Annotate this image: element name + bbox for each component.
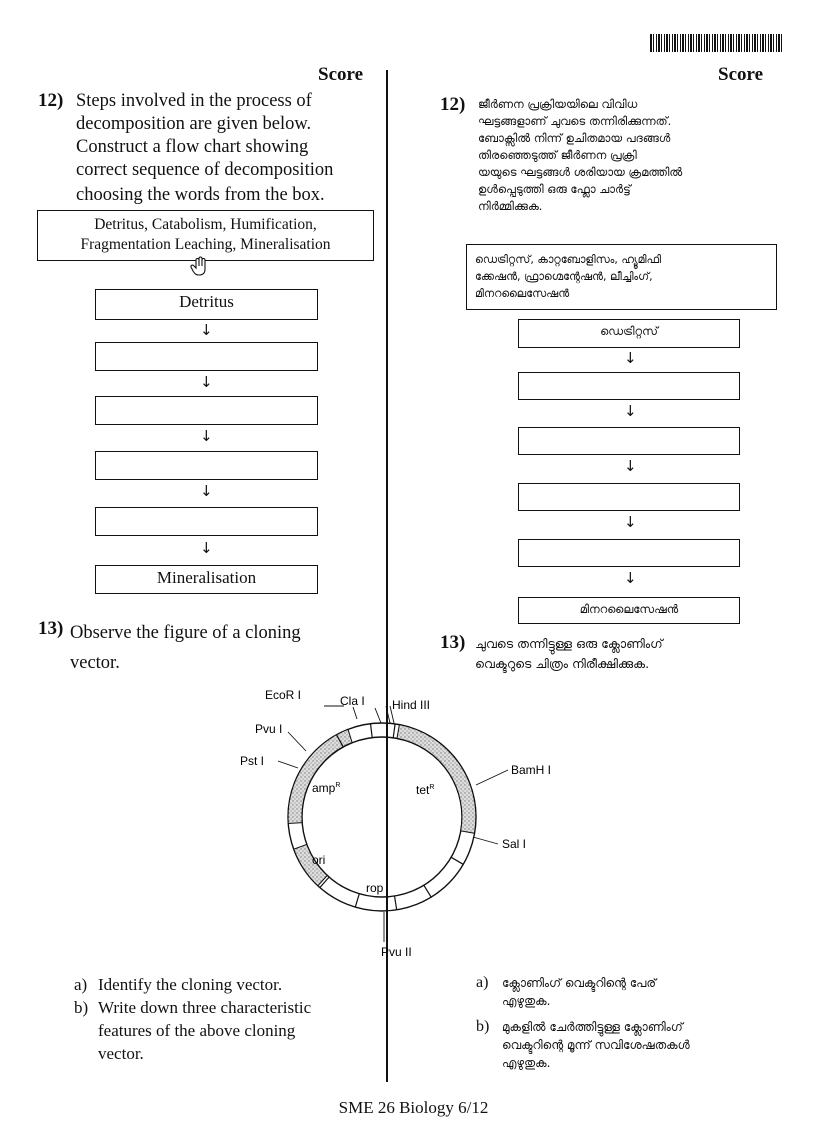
flow-box-6: Mineralisation — [95, 565, 318, 594]
word-box-ml-line: മിനറലൈസേഷൻ — [475, 287, 570, 300]
flow-box-ml-4 — [518, 483, 740, 511]
sub-text-line: വെക്ടറിന്റെ മൂന്ന് സവിശേഷതകൾ — [502, 1038, 690, 1052]
sub-text — [502, 974, 656, 1010]
cloning-vector-diagram — [240, 680, 570, 970]
q12-ml-line: യയുടെ ഘട്ടങ്ങൾ ശരിയായ ക്രമത്തിൽ — [478, 165, 683, 179]
q13-ml-line: ചുവടെ തന്നിട്ടുള്ള ഒരു ക്ലോണിംഗ് — [475, 636, 663, 651]
q13-ml-line: വെക്ടറുടെ ചിത്രം നിരീക്ഷിക്കുക. — [475, 656, 650, 671]
q12-en-line: decomposition are given below. — [76, 114, 312, 134]
label-ori: ori — [312, 853, 326, 867]
tet-gene-segment — [397, 725, 476, 834]
q13-number: 13) — [38, 618, 64, 639]
label-ecori: EcoR I — [265, 688, 302, 702]
word-box-line: Fragmentation Leaching, Mineralisation — [80, 236, 331, 253]
q13-sub-ml — [476, 974, 796, 1072]
flow-box-4 — [95, 451, 318, 480]
score-label-right: Score — [718, 64, 764, 85]
tet-superscript: R — [429, 784, 435, 791]
arrow-down-icon: ↓ — [200, 321, 213, 339]
q12-ml-line: ഉൾപ്പെടുത്തി ഒരു ഫ്ലോ ചാർട്ട് — [478, 182, 631, 196]
arrow-down-icon: ↓ — [624, 402, 637, 420]
label-bamhi: BamH I — [511, 763, 552, 777]
amp-superscript: R — [335, 782, 341, 789]
sub-label: b) — [476, 1018, 490, 1035]
tet-text: tet — [416, 783, 430, 797]
arrow-down-icon: ↓ — [624, 349, 637, 367]
flow-box-3 — [95, 396, 318, 425]
arrow-down-icon: ↓ — [624, 513, 637, 531]
flow-box-1: Detritus — [95, 289, 318, 320]
label-sali: Sal I — [502, 837, 527, 851]
sub-text-line: ക്ലോണിംഗ് വെക്ടറിന്റെ പേര് — [502, 976, 657, 990]
q12-ml-line: ജീർണന പ്രക്രിയയിലെ വിവിധ — [478, 97, 638, 111]
sub-question-a — [74, 973, 374, 996]
q12-en-line: choosing the words from the box. — [76, 185, 325, 205]
sub-text — [502, 1018, 690, 1072]
arrow-down-icon: ↓ — [200, 539, 213, 557]
label-rop: rop — [366, 881, 384, 895]
label-pvui: Pvu I — [255, 722, 283, 736]
q13-en-line: vector. — [70, 653, 120, 673]
sub-question-b — [74, 996, 374, 1065]
sub-label: b) — [74, 998, 89, 1017]
flow-box-ml-6: മിനറലൈസേഷൻ — [518, 597, 740, 624]
q12-question-ml — [478, 96, 778, 215]
arrow-down-icon: ↓ — [200, 482, 213, 500]
q12-ml-line: ബോക്സിൽ നിന്ന് ഉചിതമായ പദങ്ങൾ — [478, 131, 671, 145]
score-label-left: Score — [318, 64, 364, 85]
sub-text-line: മുകളിൽ ചേർത്തിട്ടുള്ള ക്ലോണിംഗ് — [502, 1020, 683, 1034]
label-psti: Pst I — [240, 754, 265, 768]
q12-ml-line: നിർമ്മിക്കുക. — [478, 199, 543, 213]
word-box-ml-line: ഡെട്രിറ്റസ്, കാറ്റബോളിസം, ഹ്യൂമിഫി — [475, 253, 662, 266]
arrow-down-icon: ↓ — [200, 373, 213, 391]
q12-word-box — [37, 210, 374, 261]
q12-number-ml: 12) — [440, 94, 466, 115]
sub-text-line: vector. — [98, 1044, 144, 1063]
q12-ml-line: തിരഞ്ഞെടുത്ത് ജീർണന പ്രക്രി — [478, 148, 637, 162]
q12-ml-line: ഘട്ടങ്ങളാണ് ചുവടെ തന്നിരിക്കുന്നത്. — [478, 114, 672, 128]
flow-box-5 — [95, 507, 318, 536]
q12-question-en — [76, 90, 376, 207]
hand-cursor-icon — [188, 255, 210, 277]
q12-number: 12) — [38, 90, 64, 111]
q13-number-ml: 13) — [440, 632, 466, 653]
arrow-down-icon: ↓ — [624, 569, 637, 587]
q12-en-line: Steps involved in the process of — [76, 91, 312, 111]
sub-text-line: Write down three characteristic — [98, 998, 312, 1017]
sub-question-b-ml — [476, 1018, 796, 1072]
amp-gene-segment — [288, 729, 352, 823]
sub-text: Identify the cloning vector. — [98, 975, 283, 994]
flow-box-2 — [95, 342, 318, 371]
word-box-ml-line: ക്കേഷൻ, ഫ്രാഗ്മെന്റേഷൻ, ലീച്ചിംഗ്, — [475, 270, 653, 283]
q13-sub-en — [74, 973, 374, 1065]
flow-box-ml-2 — [518, 372, 740, 400]
q13-en-line: Observe the figure of a cloning — [70, 623, 301, 643]
label-pvuii: Pvu II — [381, 945, 412, 959]
label-hindiii: Hind III — [392, 698, 431, 712]
flow-box-ml-1: ഡെട്രിറ്റസ് — [518, 319, 740, 348]
word-box-line: Detritus, Catabolism, Humification, — [94, 216, 317, 233]
sub-text-line: എഴുതുക. — [502, 994, 551, 1008]
q12-word-box-ml — [466, 244, 777, 310]
sub-question-a-ml — [476, 974, 796, 1010]
flow-box-ml-3 — [518, 427, 740, 455]
sub-label: a) — [74, 975, 88, 994]
label-amp — [312, 781, 340, 795]
label-tet — [416, 783, 434, 797]
amp-text: amp — [312, 781, 336, 795]
sub-text-line: എഴുതുക. — [502, 1056, 551, 1070]
arrow-down-icon: ↓ — [200, 427, 213, 445]
sub-text-line: features of the above cloning — [98, 1021, 296, 1040]
label-clai: Cla I — [340, 694, 365, 708]
arrow-down-icon: ↓ — [624, 457, 637, 475]
page-footer: SME 26 Biology 6/12 — [338, 1098, 489, 1117]
plasmid-inner-ring — [302, 737, 462, 897]
sub-text — [98, 996, 311, 1065]
q12-en-line: correct sequence of decomposition — [76, 160, 334, 180]
q13-question-en — [70, 618, 370, 678]
q12-en-line: Construct a flow chart showing — [76, 137, 309, 157]
flow-box-ml-5 — [518, 539, 740, 567]
q13-question-ml — [475, 634, 785, 674]
barcode — [650, 34, 782, 52]
sub-label: a) — [476, 974, 489, 991]
